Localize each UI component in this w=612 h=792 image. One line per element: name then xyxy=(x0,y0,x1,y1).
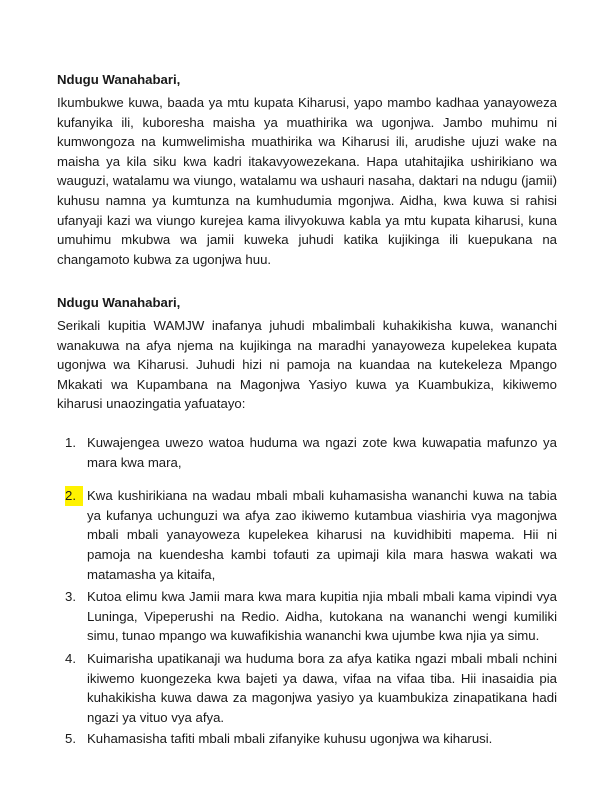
list-item xyxy=(62,433,557,472)
list-item-number: 3. xyxy=(65,589,76,605)
list-item xyxy=(62,649,557,727)
list-item-text: Kuimarisha upatikanaji wa huduma bora za afya katika ngazi mbali mbali nchini ikiwemo kuongezeka kwa bajeti ya dawa, vifaa na vifaa tiba. Hii inasaidia pia kuhakikisha kuwa dawa za magonjwa yasiyo ya kuambukiza zinapatikana hadi ngazi ya vituo vya afya. xyxy=(87,650,557,725)
list-item-number: 1. xyxy=(65,435,76,450)
list-item-number: 4. xyxy=(65,650,76,666)
section2-paragraph: Serikali kupitia WAMJW inafanya juhudi mbalimbali kuhakikisha kuwa, wananchi wanakuwa na afya njema na kujikinga na maradhi yanayoweza kupelekea kupata ugonjwa wa Kiharusi. Juhudi hizi ni pamoja na kuandaa na kutekeleza Mpango Mkakati wa Kupambana na Magonjwa Yasiyo kuwa ya Kuambukiza, kikiwemo kiharusi unaozingatia yafuatayo: xyxy=(57,318,557,412)
list-item-text: Kuhamasisha tafiti mbali mbali zifanyike kuhusu ugonjwa wa kiharusi. xyxy=(87,731,493,747)
strategy-list xyxy=(62,433,557,749)
list-item-text: Kutoa elimu kwa Jamii mara kwa mara kupitia njia mbali mbali kama vipindi vya Luninga, Vipeperushi na Redio. Aidha, kutokana na wananchi wengi kumiliki simu, tunao mpango wa kuwafikishia wananchi kwa ujumbe kwa njia ya simu. xyxy=(87,589,557,644)
list-item xyxy=(62,729,557,749)
list-item-number: 5. xyxy=(65,731,76,747)
section1-heading: Ndugu Wanahabari, xyxy=(57,72,181,87)
section2-heading: Ndugu Wanahabari, xyxy=(57,295,181,310)
list-item xyxy=(62,587,557,646)
list-item-number-highlighted: 2. xyxy=(65,486,83,506)
section1-paragraph: Ikumbukwe kuwa, baada ya mtu kupata Kiharusi, yapo mambo kadhaa yanayoweza kufanyika ili, kuboresha maisha ya muathirika wa ugonjwa. Jambo muhimu ni kumwongoza na kumwelimisha muathirika wa Kiharusi ili, arudishe ujuzi wake na maisha ya kila siku kwa kadri itakavyowezekana. Hapa utahitajika ushirikiano wa wauguzi, watalamu wa viungo, watalamu wa ushauri nasaha, daktari na ndugu (jamii) kuhusu namna ya kumtunza na kumhudumia mgonjwa. Aidha, kwa kuwa si rahisi ufanyaji kazi wa viungo kurejea kama ilivyokuwa kabla ya mtu kupata kiharusi, kuna umuhimu mkubwa wa jamii kuweka juhudi katika kujikinga ili kuepukana na changamoto kubwa za ugonjwa huu. xyxy=(57,95,557,267)
list-item-text: Kwa kushirikiana na wadau mbali mbali kuhamasisha wananchi kuwa na tabia ya kufanya uchunguzi wa afya zao ikiwemo kutambua viashiria vya magonjwa mbali mbali yanayoweza kupelekea kiharusi na kuvidhibiti mapema. Hii ni pamoja na kuendesha kambi tofauti za upimaji kila mara haswa wakati wa matamasha ya kitaifa, xyxy=(87,488,557,582)
list-item-text: Kuwajengea uwezo watoa huduma wa ngazi zote kwa kuwapatia mafunzo ya mara kwa mara, xyxy=(87,435,557,470)
list-item xyxy=(62,486,557,584)
